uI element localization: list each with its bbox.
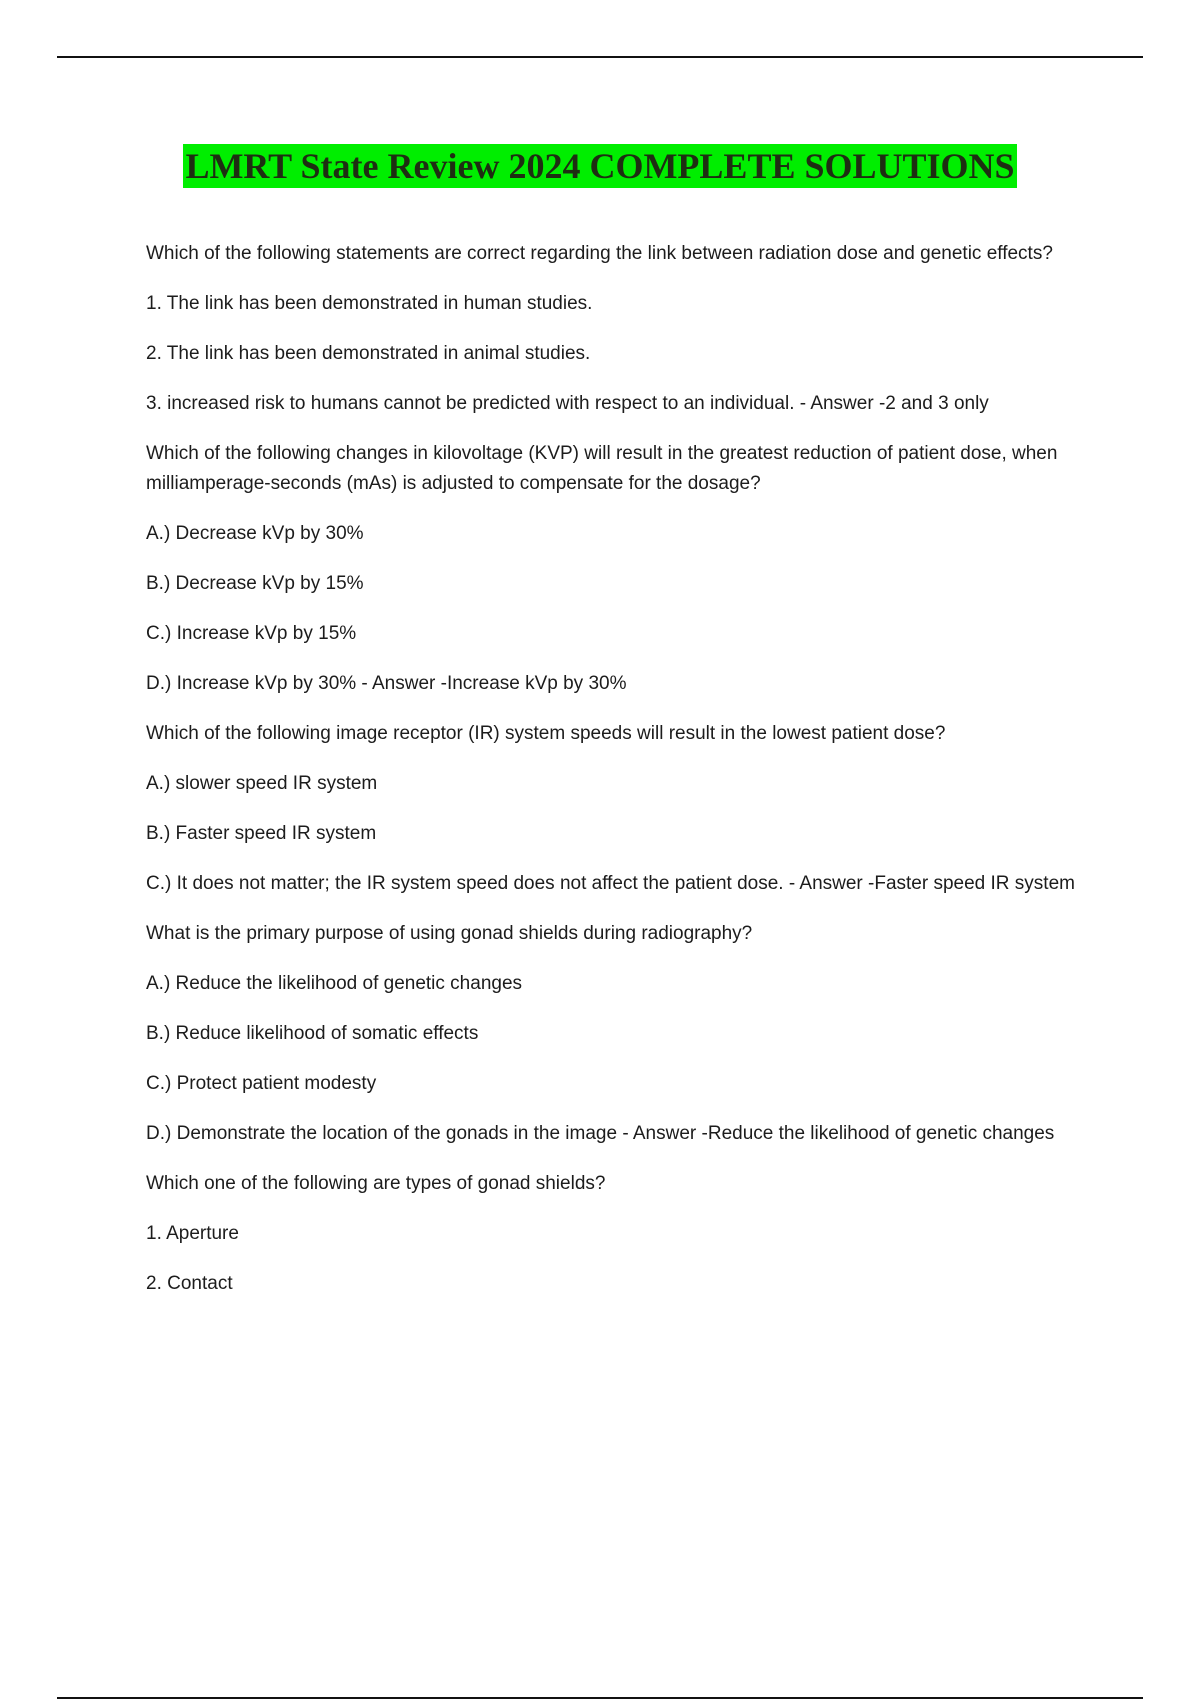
question-text: Which one of the following are types of gonad shields? (146, 1173, 606, 1194)
document-body (146, 239, 1086, 1319)
option-text: 1. The link has been demonstrated in human studies. (146, 293, 593, 314)
footer-rule (57, 1697, 1143, 1699)
option-text: B.) Decrease kVp by 15% (146, 573, 364, 594)
option-text: B.) Reduce likelihood of somatic effects (146, 1023, 479, 1044)
option-answer-text: C.) It does not matter; the IR system speed does not affect the patient dose. - Answer -Faster speed IR system (146, 873, 1075, 894)
option-text: C.) Increase kVp by 15% (146, 623, 357, 644)
option-text: A.) slower speed IR system (146, 773, 378, 794)
question-text: Which of the following changes in kilovoltage (KVP) will result in the greatest reduction of patient dose, when milliamperage-seconds (mAs) is adjusted to compensate for the dosage? (146, 443, 1058, 494)
header-rule (57, 56, 1143, 58)
option-text: 1. Aperture (146, 1223, 239, 1244)
option-answer-text: 3. increased risk to humans cannot be predicted with respect to an individual. - Answer -2 and 3 only (146, 393, 989, 414)
option-text: A.) Reduce the likelihood of genetic changes (146, 973, 523, 994)
option-text: C.) Protect patient modesty (146, 1073, 377, 1094)
option-answer-text: D.) Demonstrate the location of the gonads in the image - Answer -Reduce the likelihood of genetic changes (146, 1123, 1055, 1144)
title-block (0, 144, 1200, 188)
question-text: Which of the following statements are correct regarding the link between radiation dose and genetic effects? (146, 243, 1053, 264)
option-text: 2. Contact (146, 1273, 233, 1294)
option-text: 2. The link has been demonstrated in animal studies. (146, 343, 591, 364)
option-text: A.) Decrease kVp by 30% (146, 523, 364, 544)
option-text: B.) Faster speed IR system (146, 823, 377, 844)
option-answer-text: D.) Increase kVp by 30% - Answer -Increase kVp by 30% (146, 673, 627, 694)
question-text: What is the primary purpose of using gonad shields during radiography? (146, 923, 753, 944)
question-text: Which of the following image receptor (IR) system speeds will result in the lowest patient dose? (146, 723, 946, 744)
document-title: LMRT State Review 2024 COMPLETE SOLUTIONS (185, 146, 1015, 186)
